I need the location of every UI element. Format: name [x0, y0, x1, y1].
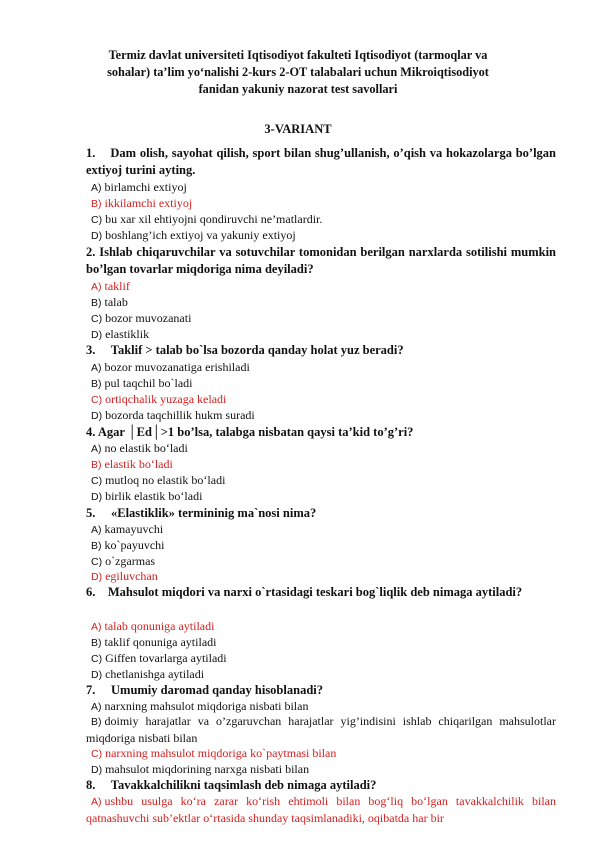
answer-7c-correct: C) narxning mahsulot miqdoriga ko`paytmasi bilan: [91, 746, 337, 760]
answer-2d: D) elastiklik: [91, 327, 150, 341]
question-7: [86, 682, 556, 699]
answer-7d: D) mahsulot miqdorining narxga nisbati bilan: [91, 762, 310, 776]
question-8: [86, 777, 556, 794]
question-5: [86, 505, 556, 522]
question-4: [86, 424, 556, 441]
answer-5d-correct: D) egiluvchan: [91, 569, 158, 583]
answer-2c: C) bozor muvozanati: [91, 311, 192, 325]
answer-5b: B) ko`payuvchi: [91, 538, 165, 552]
question-text: Mahsulot miqdori va narxi o`rtasidagi teskari bog`liqlik deb nimaga aytiladi?: [107, 585, 523, 599]
answer-1a: A) birlamchi extiyoj: [91, 180, 187, 194]
question-text: «Elastiklik» termininig ma`nosi nima?: [111, 506, 317, 520]
question-number: 1.: [86, 146, 96, 160]
question-number: 3.: [86, 343, 96, 357]
answer-1b-correct: B) ikkilamchi extiyoj: [91, 196, 193, 210]
answer-6b: B) taklif qonuniga aytiladi: [91, 635, 217, 649]
answer-4c: C) mutloq no elastik bo‘ladi: [91, 473, 226, 487]
answer-6c: C) Giffen tovarlarga aytiladi: [91, 651, 227, 665]
answer-5c: C) o`zgarmas: [91, 554, 156, 568]
question-number: 4.: [86, 425, 96, 439]
answer-4a: A) no elastik bo‘ladi: [91, 441, 188, 455]
answer-3d: D) bozorda taqchillik hukm suradi: [91, 408, 255, 422]
question-1: [86, 145, 556, 178]
question-3: [86, 342, 556, 359]
question-number: 5.: [86, 506, 96, 520]
answer-3a: A) bozor muvozanatiga erishiladi: [91, 360, 250, 374]
question-number: 8.: [86, 778, 96, 792]
answer-2b: B) talab: [91, 295, 128, 309]
question-text: Ishlab chiqaruvchilar va sotuvchilar tomonidan berilgan narxlarda sotilishi mumkin bo’lgan tovarlar miqdoriga nima deyiladi?: [86, 245, 557, 276]
question-number: 2.: [86, 245, 96, 259]
question-text: Dam olish, sayohat qilish, sport bilan shug’ullanish, o’qish va hokazolarga bo’lgan extiyoj turini ayting.: [86, 146, 557, 177]
answer-3c-correct: C) ortiqchalik yuzaga keladi: [91, 392, 227, 406]
answer-7a: A) narxning mahsulot miqdoriga nisbati bilan: [91, 699, 309, 713]
question-text: Tavakkalchilikni taqsimlash deb nimaga aytiladi?: [110, 778, 377, 792]
question-text: Umumiy daromad qanday hisoblanadi?: [111, 683, 323, 697]
answer-3b: B) pul taqchil bo`ladi: [91, 376, 193, 390]
document-title: Termiz davlat universiteti Iqtisodiyot fakulteti Iqtisodiyot (tarmoqlar va sohalar) ta’lim yo‘nalishi 2-kurs 2-OT talabalari uchun Mikroiqtisodiyot fanidan yakuniy nazorat test savollari: [107, 48, 489, 96]
answer-6a-correct: A) talab qonuniga aytiladi: [91, 619, 215, 633]
answer-4b-correct: B) elastik bo‘ladi: [91, 457, 173, 471]
question-text: Agar │Ed│>1 bo’lsa, talabga nisbatan qaysi ta’kid to’g’ri?: [97, 425, 414, 439]
answer-7b: B) doimiy harajatlar va o’zgaruvchan harajatlar yig’indisini ishlab chiqarilgan mahsulotlar miqdoriga nisbati bilan: [86, 714, 556, 745]
answer-6d: D) chetlanishga aytiladi: [91, 667, 205, 681]
answer-1c: C) bu xar xil ehtiyojni qondiruvchi ne’matlardir.: [91, 212, 323, 226]
question-number: 6.: [86, 585, 96, 599]
answer-2a-correct: A) taklif: [91, 279, 130, 293]
question-number: 7.: [86, 683, 96, 697]
question-6: [86, 584, 556, 601]
answer-8a-correct: A) ushbu usulga ko‘ra zarar ko‘rish ehtimoli bilan bog‘liq bo‘lgan tavakkalchilik bilan qatnashuvchi sub’ektlar o‘rtasida shunday taqsimlanadiki, oqibatda har bir: [86, 794, 556, 825]
answer-1d: D) boshlang’ich extiyoj va yakuniy extiyoj: [91, 228, 296, 242]
question-text: Taklif > talab bo`lsa bozorda qanday holat yuz beradi?: [110, 343, 404, 357]
variant-heading: 3-VARIANT: [264, 122, 332, 136]
question-2: [86, 244, 556, 277]
answer-4d: D) birlik elastik bo‘ladi: [91, 489, 203, 503]
answer-5a: A) kamayuvchi: [91, 522, 164, 536]
